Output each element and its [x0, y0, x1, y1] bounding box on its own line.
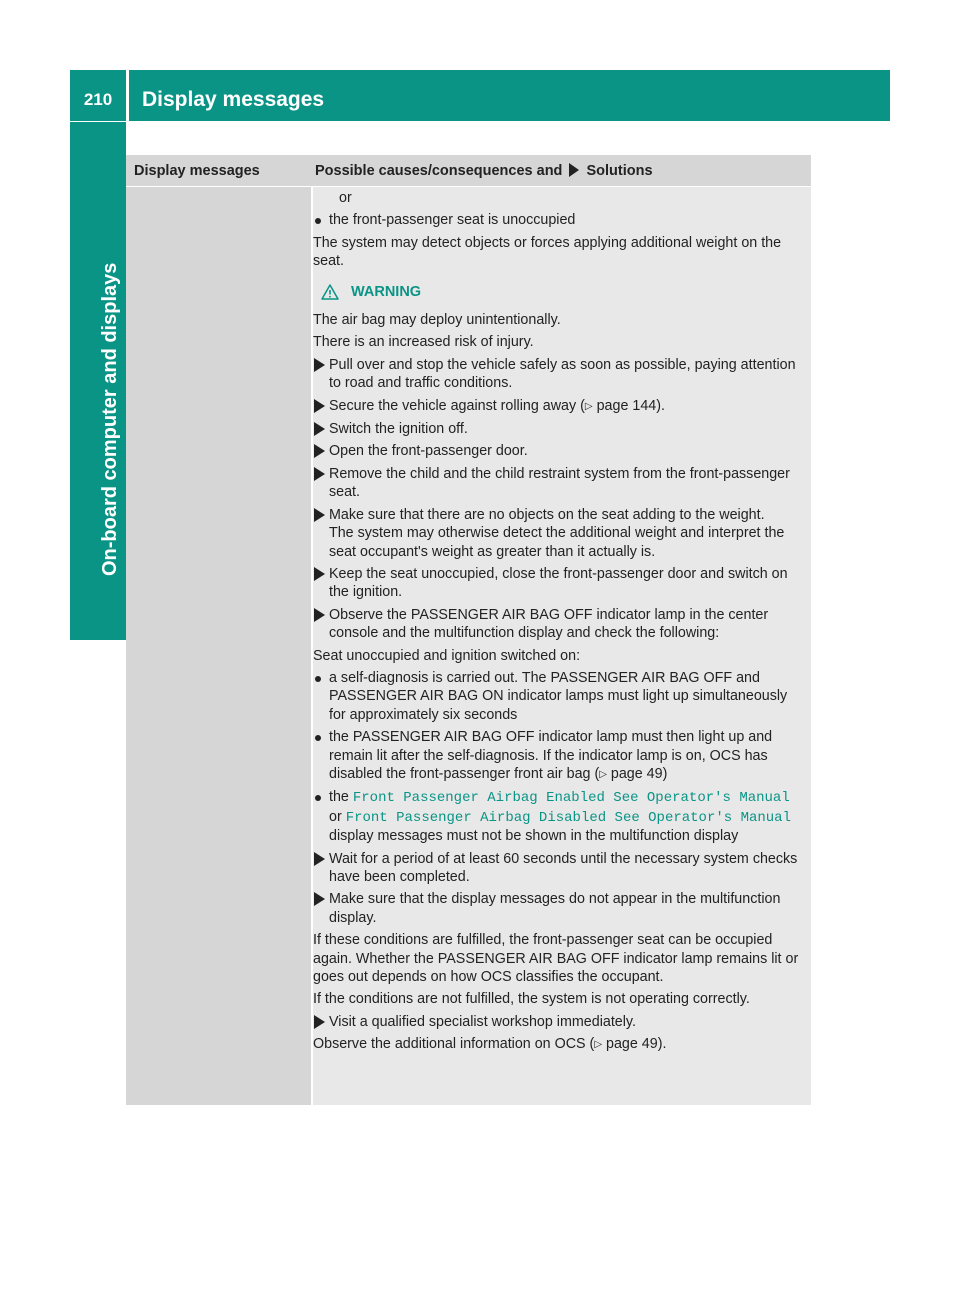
step-arrow-icon: [314, 567, 325, 581]
bullet-item: the Front Passenger Airbag Enabled See Operator's Manual or Front Passenger Airbag Disabled See Operator's Manual display messages must not be shown in the multifunction display: [313, 788, 801, 845]
header-causes-solutions: [315, 155, 653, 187]
header-causes-text: Possible causes/consequences and: [315, 163, 563, 179]
step-item: Visit a qualified specialist workshop immediately.: [313, 1013, 801, 1031]
display-message-disabled: Front Passenger Airbag Disabled See Operator's Manual: [345, 809, 791, 826]
page-number: 210: [83, 90, 113, 109]
display-messages-cell: [126, 187, 311, 1105]
step-arrow-icon: [314, 422, 325, 436]
warning-heading: [321, 283, 801, 301]
page-ref-icon: ▷: [594, 1039, 603, 1051]
step-item: Wait for a period of at least 60 seconds until the necessary system checks have been completed.: [313, 850, 801, 887]
page-ref-icon: ▷: [599, 768, 607, 780]
step-item: Make sure that there are no objects on the seat adding to the weight. The system may otherwise detect the additional weight and interpret the seat occupant's weight as greater than it actually is.: [313, 506, 801, 561]
step-item: Pull over and stop the vehicle safely as soon as possible, paying attention to road and traffic conditions.: [313, 356, 801, 393]
warning-icon: [321, 284, 339, 300]
paragraph: The system may detect objects or forces applying additional weight on the seat.: [313, 234, 782, 270]
step-arrow-icon: [314, 852, 325, 866]
step-arrow-icon: [314, 892, 325, 906]
step-item: Open the front-passenger door.: [313, 442, 801, 460]
display-message-enabled: Front Passenger Airbag Enabled See Operator's Manual: [352, 790, 790, 807]
step-item: Keep the seat unoccupied, close the front-passenger door and switch on the ignition.: [313, 565, 801, 602]
header-display-messages: Display messages: [134, 163, 260, 179]
step-arrow-icon: [314, 508, 325, 522]
warning-label: WARNING: [351, 283, 422, 300]
header-solutions-text: Solutions: [586, 163, 653, 179]
step-item: Remove the child and the child restraint system from the front-passenger seat.: [313, 465, 801, 502]
header-divider: [126, 70, 129, 121]
bullet-item: the PASSENGER AIR BAG OFF indicator lamp must then light up and remain lit after the self-diagnosis. If the indicator lamp is on, OCS has disabled the front-passenger front air bag (▷ page 49): [313, 728, 801, 784]
step-item: Make sure that the display messages do not appear in the multifunction display.: [313, 890, 801, 927]
step-note: The system may otherwise detect the additional weight and interpret the seat occupant's weight as greater than it actually is.: [329, 525, 785, 560]
page-header: [70, 70, 890, 121]
or-text: or: [339, 190, 352, 206]
step-arrow-icon: [314, 1015, 325, 1029]
bullet-item: a self-diagnosis is carried out. The PASSENGER AIR BAG OFF and PASSENGER AIR BAG ON indicator lamps must light up simultaneously for approximately six seconds: [313, 669, 801, 724]
step-item: Secure the vehicle against rolling away (▷ page 144).: [313, 397, 801, 416]
display-messages-table: [126, 155, 811, 1105]
step-arrow-icon: [314, 467, 325, 481]
bullet-icon: [315, 676, 321, 682]
step-arrow-icon: [314, 444, 325, 458]
paragraph: Observe the additional information on OCS (▷ page 49).: [313, 1036, 667, 1053]
step-arrow-icon: [314, 358, 325, 372]
page-ref-link: page 49): [610, 765, 668, 782]
step-item: Switch the ignition off.: [313, 420, 801, 438]
paragraph: If the conditions are not fulfilled, the system is not operating correctly.: [313, 991, 750, 1008]
solution-arrow-icon: [569, 163, 579, 177]
paragraph: There is an increased risk of injury.: [313, 334, 534, 351]
table-header: [126, 155, 811, 186]
cell-content: [313, 189, 801, 1059]
step-arrow-icon: [314, 608, 325, 622]
side-tab-label: On-board computer and displays: [99, 262, 121, 576]
bullet-icon: [315, 218, 321, 224]
step-item: Observe the PASSENGER AIR BAG OFF indicator lamp in the center console and the multifunction display and check the following:: [313, 606, 801, 643]
bullet-item: the front-passenger seat is unoccupied: [313, 211, 801, 229]
page-ref-icon: ▷: [584, 400, 593, 412]
paragraph: If these conditions are fulfilled, the front-passenger seat can be occupied again. Whether the PASSENGER AIR BAG OFF indicator lamp remains lit or goes out depends on how OCS classifies the occupant.: [313, 932, 799, 986]
page-ref-link: page 49).: [606, 1036, 667, 1053]
paragraph: Seat unoccupied and ignition switched on:: [313, 647, 581, 664]
bullet-icon: [315, 795, 321, 801]
section-title: Display messages: [142, 88, 325, 111]
paragraph: The air bag may deploy unintentionally.: [313, 312, 561, 329]
bullet-icon: [315, 735, 321, 741]
causes-solutions-cell: [313, 187, 811, 1105]
step-arrow-icon: [314, 399, 325, 413]
page-ref-link: page 144).: [596, 397, 665, 414]
